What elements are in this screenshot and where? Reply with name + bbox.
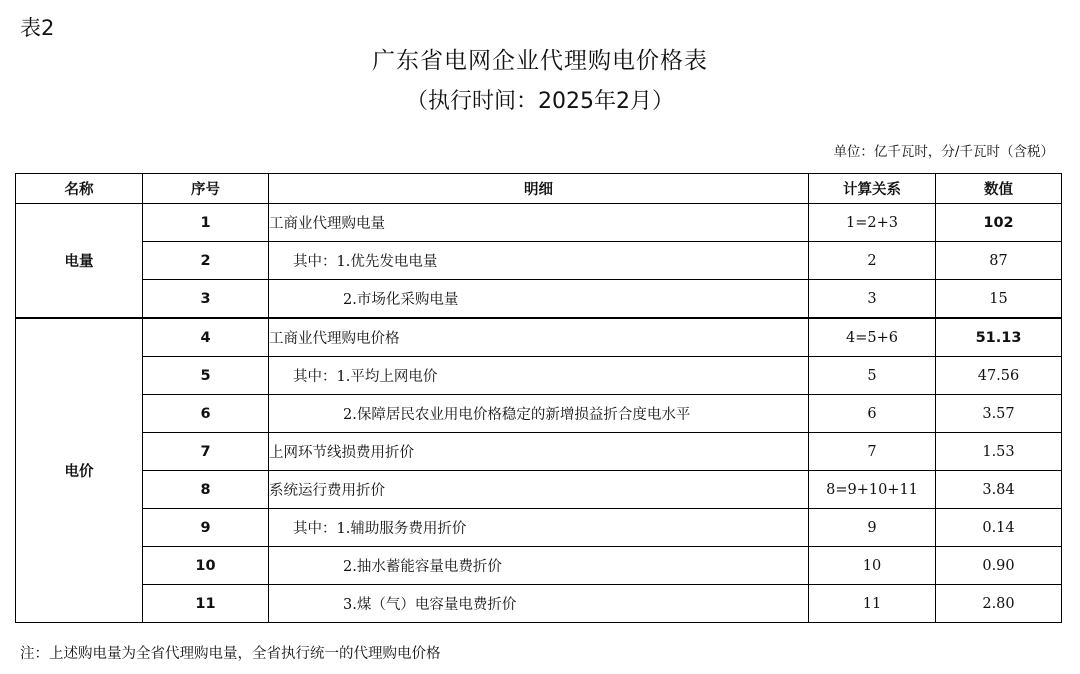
row-detail: 工商业代理购电量: [269, 204, 809, 242]
table-row: [16, 204, 1062, 242]
price-table: [15, 173, 1062, 623]
row-calc: 5: [809, 357, 936, 395]
page-subtitle: （执行时间：2025年2月）: [406, 89, 674, 114]
table-row: [16, 280, 1062, 319]
row-value: 47.56: [936, 357, 1062, 395]
table-row: [16, 318, 1062, 357]
column-header-name: 名称: [16, 174, 143, 204]
row-detail: 2.保障居民农业用电价格稳定的新增损益折合度电水平: [269, 395, 809, 433]
row-value: 0.14: [936, 509, 1062, 547]
footnote: 注：上述购电量为全省代理购电量，全省执行统一的代理购电价格: [20, 646, 441, 662]
row-seq: 6: [143, 395, 269, 433]
row-calc: 8=9+10+11: [809, 471, 936, 509]
row-value: 3.57: [936, 395, 1062, 433]
column-header-calc: 计算关系: [809, 174, 936, 204]
row-detail: 工商业代理购电价格: [269, 318, 809, 357]
row-calc: 1=2+3: [809, 204, 936, 242]
table-row: [16, 242, 1062, 280]
row-value: 51.13: [936, 318, 1062, 357]
page-title: 广东省电网企业代理购电价格表: [372, 48, 708, 74]
group-name-electricity-quantity: 电量: [16, 204, 143, 319]
row-value: 1.53: [936, 433, 1062, 471]
row-detail: 系统运行费用折价: [269, 471, 809, 509]
unit-note: 单位：亿千瓦时，分/千瓦时（含税）: [833, 144, 1054, 160]
row-calc: 2: [809, 242, 936, 280]
row-seq: 7: [143, 433, 269, 471]
row-seq: 3: [143, 280, 269, 319]
group-name-electricity-price: 电价: [16, 318, 143, 623]
row-value: 2.80: [936, 585, 1062, 623]
row-seq: 10: [143, 547, 269, 585]
row-seq: 9: [143, 509, 269, 547]
table-row: [16, 357, 1062, 395]
row-seq: 8: [143, 471, 269, 509]
row-detail: 上网环节线损费用折价: [269, 433, 809, 471]
row-calc: 3: [809, 280, 936, 319]
table-row: [16, 395, 1062, 433]
row-seq: 2: [143, 242, 269, 280]
table-label: 表2: [20, 16, 55, 40]
table-row: [16, 585, 1062, 623]
table-row: [16, 547, 1062, 585]
row-value: 102: [936, 204, 1062, 242]
row-seq: 5: [143, 357, 269, 395]
row-calc: 4=5+6: [809, 318, 936, 357]
row-calc: 6: [809, 395, 936, 433]
row-calc: 11: [809, 585, 936, 623]
row-calc: 9: [809, 509, 936, 547]
row-detail: 其中：1.优先发电电量: [269, 242, 809, 280]
row-calc: 10: [809, 547, 936, 585]
row-seq: 11: [143, 585, 269, 623]
row-detail: 2.市场化采购电量: [269, 280, 809, 319]
table-row: [16, 433, 1062, 471]
row-detail: 3.煤（气）电容量电费折价: [269, 585, 809, 623]
column-header-value: 数值: [936, 174, 1062, 204]
row-calc: 7: [809, 433, 936, 471]
table-row: [16, 471, 1062, 509]
column-header-seq: 序号: [143, 174, 269, 204]
row-value: 15: [936, 280, 1062, 319]
column-header-detail: 明细: [269, 174, 809, 204]
row-value: 0.90: [936, 547, 1062, 585]
row-detail: 2.抽水蓄能容量电费折价: [269, 547, 809, 585]
row-value: 87: [936, 242, 1062, 280]
row-seq: 1: [143, 204, 269, 242]
row-value: 3.84: [936, 471, 1062, 509]
table-row: [16, 509, 1062, 547]
row-detail: 其中：1.平均上网电价: [269, 357, 809, 395]
table-header-row: [16, 174, 1062, 204]
row-seq: 4: [143, 318, 269, 357]
row-detail: 其中：1.辅助服务费用折价: [269, 509, 809, 547]
